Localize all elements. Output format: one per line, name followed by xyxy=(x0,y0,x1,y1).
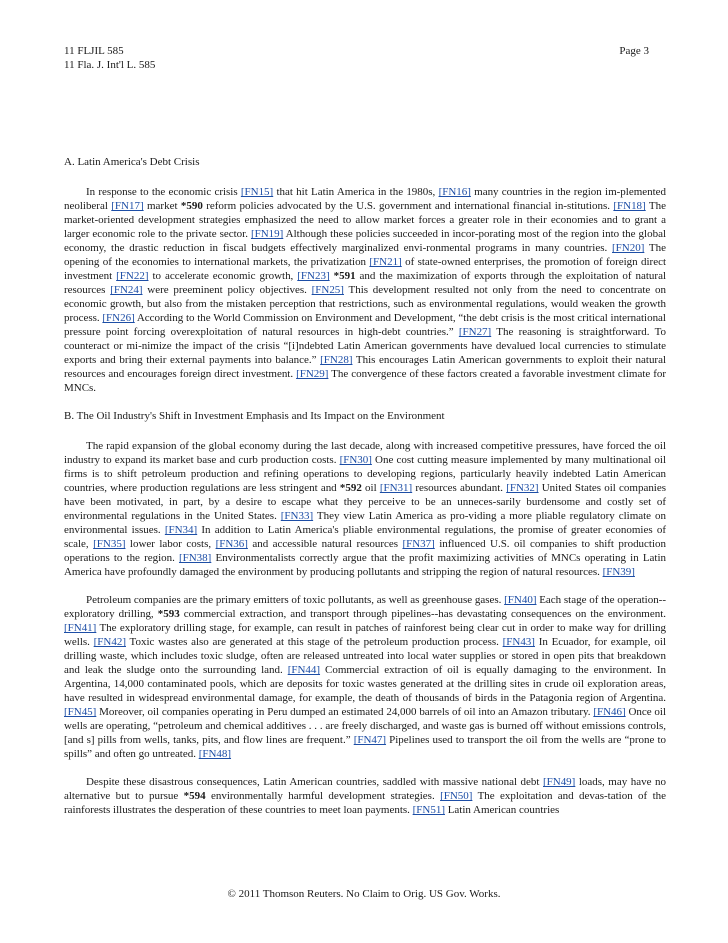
section-b-heading: B. The Oil Industry's Shift in Investment Emphasis and Its Impact on the Environment xyxy=(64,410,445,422)
footnote-link[interactable]: [FN41] xyxy=(64,622,97,634)
star-page-marker: *590 xyxy=(180,200,203,212)
footnote-link[interactable]: [FN48] xyxy=(198,748,232,760)
footnote-link[interactable]: [FN26] xyxy=(102,312,135,324)
footnote-link[interactable]: [FN37] xyxy=(402,538,435,550)
footnote-link[interactable]: [FN24] xyxy=(110,284,143,296)
footnote-link[interactable]: [FN42] xyxy=(93,636,126,648)
section-b-paragraph-1: The rapid expansion of the global economy during the last decade, along with increased competitive pressures, have forced the oil industry to expand its market base and curb production costs. [FN30] One cost cutting measure implemented by many multinational oil firms is to shift petroleum production and refining operations to developing regions, particularly heavily indebted Latin American countries, where production regulations are less stringent and *592 oil [FN31] resources abundant. [FN32] United States oil companies have been motivated, in part, by a desire to escape what they perceive to be an unneces-sarily burdensome and costly set of environmental regulations in the United States. [FN33] They view Latin America as pro-viding a more pliable regulatory climate on environmental issues. [FN34] In addition to Latin America's pliable environmental regulations, the promise of greater economies of scale, [FN35] lower labor costs, [FN36] and accessible natural resources [FN37] influenced U.S. oil companies to shift production operations to the region. [FN38] Environmentalists correctly argue that the profit maximizing activities of MNCs operating in Latin America have profoundly damaged the environment by producing pollutants and stripping the region of natural resources. [FN39] xyxy=(64,440,667,578)
star-page-marker: *592 xyxy=(339,482,362,494)
footnote-link[interactable]: [FN39] xyxy=(602,566,635,578)
footnote-link[interactable]: [FN38] xyxy=(178,552,212,564)
footnote-link[interactable]: [FN49] xyxy=(543,776,576,788)
header-row-2 xyxy=(64,58,666,72)
citation-1: 11 FLJIL 585 xyxy=(64,45,124,57)
section-a-heading: A. Latin America's Debt Crisis xyxy=(64,156,200,168)
footnote-link[interactable]: [FN25] xyxy=(311,284,344,296)
star-page-marker: *591 xyxy=(333,270,356,282)
copyright-footer: © 2011 Thomson Reuters. No Claim to Orig. US Gov. Works. xyxy=(227,888,501,900)
footnote-link[interactable]: [FN18] xyxy=(613,200,646,212)
footnote-link[interactable]: [FN23] xyxy=(297,270,330,282)
footnote-link[interactable]: [FN33] xyxy=(280,510,314,522)
footnote-link[interactable]: [FN15] xyxy=(240,186,274,198)
footnote-link[interactable]: [FN32] xyxy=(506,482,539,494)
section-b-paragraph-3: Despite these disastrous consequences, Latin American countries, saddled with massive national debt [FN49] loads, may have no alternative but to pursue *594 environmentally harmful development strategies. [FN50] The exploitation and devas-tation of the rainforests illustrates the desperation of these countries to meet loan payments. [FN51] Latin American countries xyxy=(64,776,666,816)
footnote-link[interactable]: [FN45] xyxy=(64,706,97,718)
citation-2: 11 Fla. J. Int'l L. 585 xyxy=(64,59,156,71)
footnote-link[interactable]: [FN35] xyxy=(93,538,126,550)
footnote-link[interactable]: [FN20] xyxy=(612,242,645,254)
footnote-link[interactable]: [FN36] xyxy=(215,538,248,550)
footnote-link[interactable]: [FN40] xyxy=(504,594,537,606)
footnote-link[interactable]: [FN22] xyxy=(116,270,149,282)
footnote-link[interactable]: [FN51] xyxy=(412,804,445,816)
footnote-link[interactable]: [FN28] xyxy=(320,354,353,366)
footnote-link[interactable]: [FN43] xyxy=(502,636,535,648)
footnote-link[interactable]: [FN29] xyxy=(296,368,329,380)
footnote-link[interactable]: [FN19] xyxy=(250,228,284,240)
header-row-1 xyxy=(64,44,666,58)
footnote-link[interactable]: [FN17] xyxy=(111,200,144,212)
footnote-link[interactable]: [FN16] xyxy=(438,186,471,198)
footnote-link[interactable]: [FN31] xyxy=(379,482,413,494)
footnote-link[interactable]: [FN34] xyxy=(164,524,198,536)
page-number: Page 3 xyxy=(619,45,649,57)
footnote-link[interactable]: [FN27] xyxy=(458,326,492,338)
footnote-link[interactable]: [FN47] xyxy=(353,734,387,746)
footnote-link[interactable]: [FN44] xyxy=(287,664,321,676)
star-page-marker: *593 xyxy=(157,608,180,620)
star-page-marker: *594 xyxy=(183,790,206,802)
section-b-paragraph-2: Petroleum companies are the primary emitters of toxic pollutants, as well as greenhouse gases. [FN40] Each stage of the operation--exploratory drilling, *593 commercial extraction, and transport through pipelines--has devastating consequences on the environment. [FN41] The exploratory drilling stage, for example, can result in patches of rainforest being clear cut in order to make way for drilling wells. [FN42] Toxic wastes also are generated at this stage of the petroleum production process. [FN43] In Ecuador, for example, oil drilling waste, which includes toxic sludge, often are released untreated into local water supplies or stored in open pits that breakdown and leak the sludge onto the surrounding land. [FN44] Commercial extraction of oil is equally damaging to the environment. In Argentina, 14,000 contaminated pools, which are deposits for toxic wastes generated at the drilling sites in crude oil exploration areas, have resulted in widespread environmental damage, for example, the death of thousands of birds in the Patagonia region of Argentina. [FN45] Moreover, oil companies operating in Peru dumped an estimated 24,000 barrels of oil into an Amazon tributary. [FN46] Once oil wells are operating, “petroleum and chemical additives . . . are freely discharged, and waste gas is burned off without emissions controls, [and s] pills from wells, tanks, pits, and flow lines are frequent.” [FN47] Pipelines used to transport the oil from the wells are “prone to spills” and often go untreated. [FN48] xyxy=(64,594,667,760)
footnote-link[interactable]: [FN46] xyxy=(593,706,626,718)
section-a-paragraph: In response to the economic crisis [FN15] that hit Latin America in the 1980s, [FN16] many countries in the region im-plemented neoliberal [FN17] market *590 reform policies advocated by the U.S. government and international financial in-stitutions. [FN18] The market-oriented development strategies emphasized the need to allow market forces a greater role in their economies and to grant a larger economic role to the private sector. [FN19] Although these policies succeeded in incor-porating most of the region into the global economy, the drastic reduction in fiscal budgets effectively marginalized envi-ronmental programs in many countries. [FN20] The opening of the economies to international markets, the privatization [FN21] of state-owned enterprises, the promotion of foreign direct investment [FN22] to accelerate economic growth, [FN23] *591 and the maximization of exports through the exploitation of natural resources [FN24] were preeminent policy objectives. [FN25] This development resulted not only from the need to concentrate on economic growth, but also from the mistaken perception that restrictions, such as environmental regulations, would weaken the growth process. [FN26] According to the World Commission on Environment and Development, “the debt crisis is the most critical international pressure point forcing overexploitation of natural resources in high-debt countries.” [FN27] The reasoning is straightforward. To counteract or mi-nimize the impact of the crisis “[i]ndebted Latin American governments have devalued local currencies to stimulate exports and bring their external payments into balance.” [FN28] This encourages Latin American governments to exploit their natural resources and encourages foreign direct investment. [FN29] The convergence of these factors created a favorable investment climate for MNCs. xyxy=(64,186,667,394)
footnote-link[interactable]: [FN50] xyxy=(440,790,473,802)
footnote-link[interactable]: [FN21] xyxy=(369,256,402,268)
footnote-link[interactable]: [FN30] xyxy=(339,454,372,466)
document-page xyxy=(64,44,666,828)
